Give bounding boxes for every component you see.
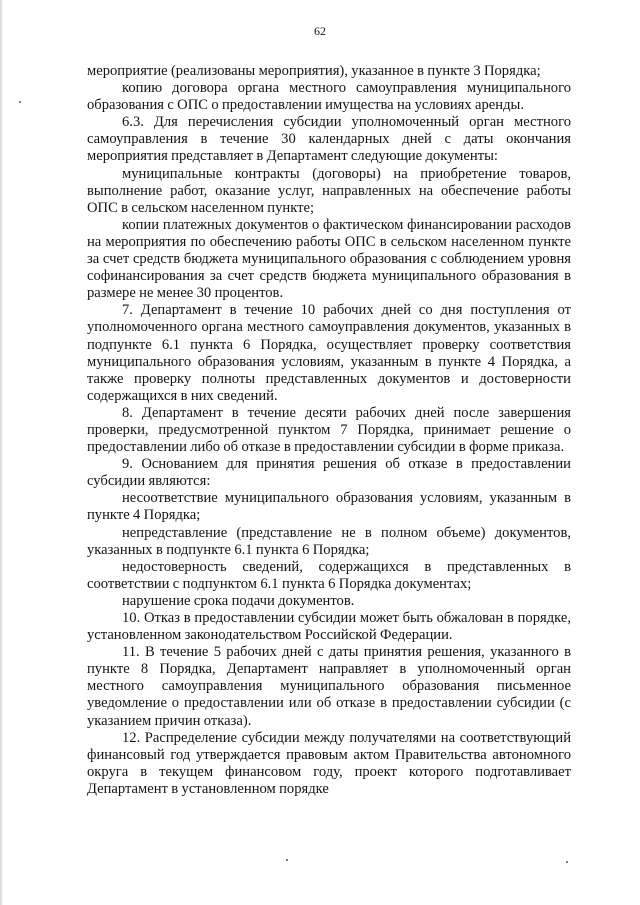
- paragraph-10: 10. Отказ в предоставлении субсидии может быть обжалован в порядке, установленном законодательством Российской Федерации.: [87, 610, 571, 644]
- scan-speck: [566, 861, 568, 863]
- page-number: 62: [314, 24, 326, 38]
- document-body: [87, 63, 571, 798]
- paragraph-11: 11. В течение 5 рабочих дней с даты принятия решения, указанного в пункте 8 Порядка, Департамент направляет в уполномоченный орган местного самоуправления муниципального образования письменное уведомление о предоставлении или об отказе в предоставлении субсидии (с указанием причин отказа).: [87, 644, 571, 729]
- paragraph-7: 7. Департамент в течение 10 рабочих дней со дня поступления от уполномоченного органа местного самоуправления документов, указанных в подпункте 6.1 пункта 6 Порядка, осуществляет проверку соответствия муниципального образования условиям, указанным в пункте 4 Порядка, а также проверку полноты представленных документов и достоверности содержащихся в них сведений.: [87, 302, 571, 404]
- list-item: несоответствие муниципального образования условиям, указанным в пункте 4 Порядка;: [87, 490, 571, 524]
- list-item: недостоверность сведений, содержащихся в представленных в соответствии с подпунктом 6.1 пункта 6 Порядка документах;: [87, 558, 571, 592]
- paragraph-8: 8. Департамент в течение десяти рабочих дней после завершения проверки, предусмотренной пунктом 7 Порядка, принимает решение о предоставлении либо об отказе в предоставлении субсидии в форме приказа.: [87, 404, 571, 456]
- paragraph-continuation: мероприятие (реализованы мероприятия), указанное в пункте 3 Порядка;: [87, 63, 541, 79]
- scan-speck: [19, 101, 21, 103]
- paragraph-9: 9. Основанием для принятия решения об отказе в предоставлении субсидии являются:: [87, 456, 571, 490]
- list-item: непредставление (представление не в полном объеме) документов, указанных в подпункте 6.1 пункта 6 Порядка;: [87, 524, 571, 558]
- list-item: нарушение срока подачи документов.: [122, 592, 355, 609]
- scan-edge: [0, 0, 3, 905]
- paragraph: копии платежных документов о фактическом финансировании расходов на мероприятия по обеспечению работы ОПС в сельском населенном пункте за счет средств бюджета муниципального образования с соблюдением уровня софинансирования за счет средств бюджета муниципального образования в размере не менее 30 процентов.: [87, 216, 571, 302]
- paragraph-12: 12. Распределение субсидии между получателями на соответствующий финансовый год утверждается правовым актом Правительства автономного округа в текущем финансовом году, проект которого подготавливает Департамент в установленном порядке: [87, 729, 571, 797]
- paragraph: муниципальные контракты (договоры) на приобретение товаров, выполнение работ, оказание услуг, направленных на обеспечение работы ОПС в сельском населенном пункте;: [87, 165, 571, 216]
- scan-speck: [286, 859, 288, 861]
- paragraph-6-3: 6.3. Для перечисления субсидии уполномоченный орган местного самоуправления в течение 30 календарных дней с даты окончания мероприятия представляет в Департамент следующие документы:: [87, 114, 571, 165]
- paragraph: копию договора органа местного самоуправления муниципального образования с ОПС о предоставлении имущества на условиях аренды.: [87, 80, 571, 114]
